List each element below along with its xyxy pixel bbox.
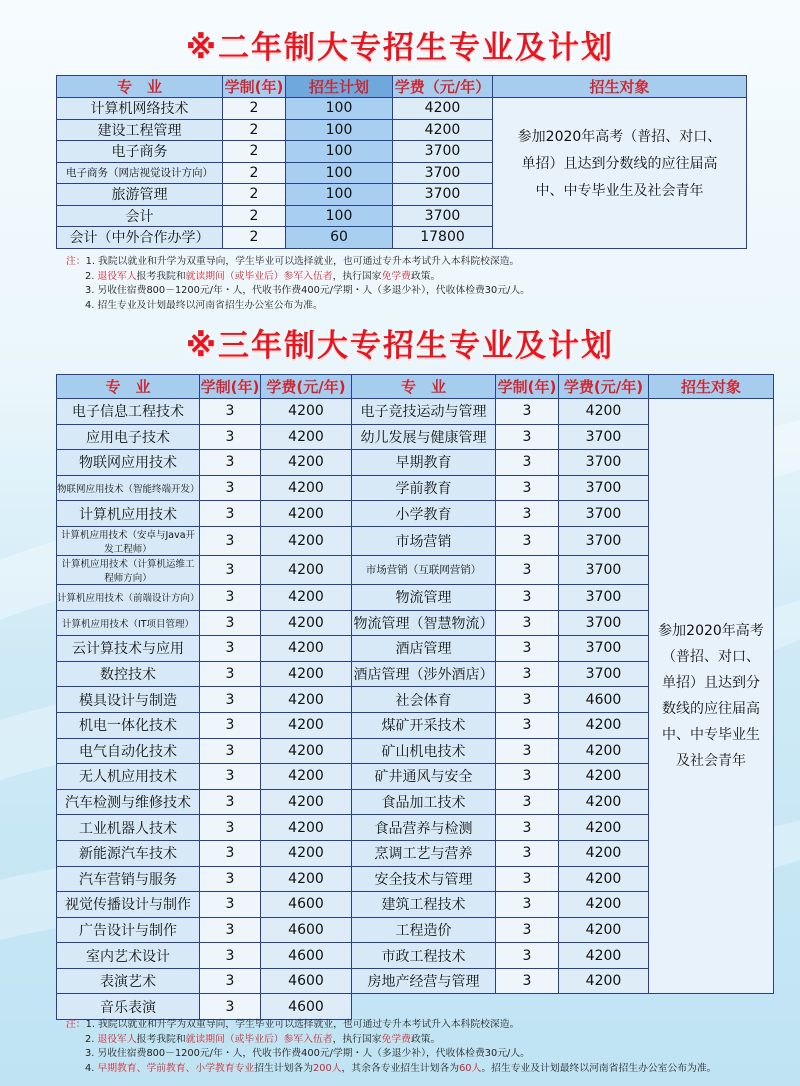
years-cell-right: 3: [496, 501, 559, 527]
years-cell-left: 3: [200, 610, 261, 636]
header-plan: 招生计划: [286, 76, 393, 98]
years-cell-left: 3: [200, 815, 261, 841]
major-cell-left: 音乐表演: [57, 994, 200, 1020]
fee-cell-right: 3700: [559, 636, 649, 662]
header-major-right: 专 业: [352, 375, 496, 399]
note-3: 3. 另收住宿费800－1200元/年・人，代收书作费400元/学期・人（多退少补），代收体检费30元/人。: [85, 285, 530, 296]
years-cell: 2: [223, 98, 286, 120]
target-cell-2: 参加2020年高考（普招、对口、单招）且达到分数线的应往届高中、中专毕业生及社会青年: [649, 399, 774, 994]
plan-cell: 100: [286, 98, 393, 120]
fee-cell-right: 3700: [559, 584, 649, 610]
major-cell: 会计: [57, 205, 223, 227]
fee-cell-left: 4600: [261, 943, 352, 969]
fee-cell: 3700: [393, 141, 493, 163]
major-cell-right: 工程造价: [352, 917, 496, 943]
major-cell-left: 新能源汽车技术: [57, 840, 200, 866]
fee-cell-left: 4200: [261, 789, 352, 815]
fee-cell-left: 4200: [261, 450, 352, 476]
years-cell-right: 3: [496, 738, 559, 764]
note2-2-highlight-free: 免学费: [381, 1033, 411, 1045]
fee-cell-right: 4200: [559, 738, 649, 764]
note-2-highlight-enlist: 就读期间（或毕业后）参军入伍者: [185, 270, 333, 282]
fee-cell-left: 4200: [261, 712, 352, 738]
years-cell-left: 3: [200, 661, 261, 687]
major-cell-left: 计算机应用技术（计算机运维工程师方向）: [57, 555, 200, 584]
major-cell-left: 计算机应用技术（安卓与Java开发工程师）: [57, 526, 200, 555]
plan-cell: 60: [286, 227, 393, 249]
section1-notes: [66, 255, 530, 313]
years-cell-left: 3: [200, 450, 261, 476]
note2-4-highlight-200: 200人: [313, 1062, 342, 1074]
fee-cell-right: 3700: [559, 661, 649, 687]
years-cell-left: 3: [200, 968, 261, 994]
note-4: 4. 招生专业及计划最终以河南省招生办公室公布为准。: [85, 299, 323, 311]
section2-notes: [66, 1018, 716, 1076]
years-cell-right: 3: [496, 584, 559, 610]
table-row: [57, 98, 747, 120]
note-2-num: 2.: [85, 270, 98, 282]
major-cell: 计算机网络技术: [57, 98, 223, 120]
note2-4-text: 招生计划各为: [254, 1062, 313, 1074]
note-2-highlight-veterans: 退役军人: [97, 270, 137, 282]
major-cell-right: 烹调工艺与营养: [352, 840, 496, 866]
major-cell-right: 物流管理: [352, 584, 496, 610]
years-cell-right: 3: [496, 610, 559, 636]
years-cell-right: 3: [496, 840, 559, 866]
major-cell-left: 电子信息工程技术: [57, 399, 200, 425]
note-2-text2: ，执行国家: [332, 270, 382, 282]
major-cell-right: 市政工程技术: [352, 943, 496, 969]
major-cell-right: 食品营养与检测: [352, 815, 496, 841]
years-cell-right: [496, 994, 559, 1020]
plan-cell: 100: [286, 119, 393, 141]
notes-label: 注：: [66, 256, 86, 267]
note2-2-text3: 政策。: [410, 1033, 441, 1045]
major-cell-right: 电子竞技运动与管理: [352, 399, 496, 425]
major-cell-right: 学前教育: [352, 475, 496, 501]
major-cell-left: 计算机应用技术（前端设计方向）: [57, 584, 200, 610]
fee-cell-right: 4200: [559, 892, 649, 918]
years-cell-right: 3: [496, 917, 559, 943]
fee-cell-left: 4200: [261, 610, 352, 636]
years-cell-left: 3: [200, 555, 261, 584]
note2-4-highlight-60: 60人: [459, 1062, 482, 1074]
years-cell-left: 3: [200, 636, 261, 662]
years-cell-right: 3: [496, 764, 559, 790]
header-target: 招生对象: [493, 76, 747, 98]
years-cell-right: 3: [496, 526, 559, 555]
major-cell-right: 食品加工技术: [352, 789, 496, 815]
header-fee-left: 学费(元/年): [261, 375, 352, 399]
fee-cell: 4200: [393, 119, 493, 141]
major-cell-left: 广告设计与制作: [57, 917, 200, 943]
major-cell-left: 室内艺术设计: [57, 943, 200, 969]
plan-cell: 100: [286, 184, 393, 206]
years-cell-left: 3: [200, 866, 261, 892]
major-cell-right: 幼儿发展与健康管理: [352, 424, 496, 450]
plan-cell: 100: [286, 205, 393, 227]
note-2-highlight-free: 免学费: [381, 270, 411, 282]
two-year-table: [56, 75, 747, 249]
header-major-left: 专 业: [57, 375, 200, 399]
note2-4-num: 4.: [85, 1062, 98, 1074]
years-cell-right: 3: [496, 555, 559, 584]
fee-cell-left: 4200: [261, 555, 352, 584]
table-row: [57, 994, 774, 1020]
fee-cell-right: 3700: [559, 526, 649, 555]
major-cell-left: 无人机应用技术: [57, 764, 200, 790]
major-cell: 电子商务（网店视觉设计方向）: [57, 162, 223, 184]
plan-cell: 100: [286, 141, 393, 163]
fee-cell-left: 4200: [261, 738, 352, 764]
years-cell-left: 3: [200, 789, 261, 815]
fee-cell-left: 4600: [261, 892, 352, 918]
fee-cell-left: 4600: [261, 917, 352, 943]
fee-cell-left: 4200: [261, 636, 352, 662]
major-cell-left: 汽车营销与服务: [57, 866, 200, 892]
years-cell-left: 3: [200, 399, 261, 425]
fee-cell: 3700: [393, 162, 493, 184]
fee-cell-right: 4200: [559, 840, 649, 866]
fee-cell-left: 4200: [261, 661, 352, 687]
note-1: 1. 我院以就业和升学为双重导向，学生毕业可以选择就业，也可通过专升本考试升入本科院校深造。: [85, 256, 520, 267]
header-years: 学制(年): [223, 76, 286, 98]
fee-cell-left: 4600: [261, 994, 352, 1020]
notes-label-2: 注：: [66, 1019, 86, 1030]
fee-cell: 4200: [393, 98, 493, 120]
major-cell-left: 计算机应用技术: [57, 501, 200, 527]
years-cell-right: 3: [496, 661, 559, 687]
years-cell-right: 3: [496, 687, 559, 713]
major-cell-left: 云计算技术与应用: [57, 636, 200, 662]
fee-cell-left: 4200: [261, 584, 352, 610]
fee-cell-right: 4200: [559, 712, 649, 738]
note2-2-text: 报考我院和: [136, 1033, 186, 1045]
fee-cell-right: 4200: [559, 968, 649, 994]
years-cell-left: 3: [200, 687, 261, 713]
years-cell-left: 3: [200, 584, 261, 610]
note2-4-text3: 。招生专业及计划最终以河南省招生办公室公布为准。: [481, 1062, 717, 1074]
header-years-left: 学制(年): [200, 375, 261, 399]
fee-cell-left: 4600: [261, 968, 352, 994]
fee-cell-left: 4200: [261, 866, 352, 892]
years-cell: 2: [223, 205, 286, 227]
major-cell-right: 酒店管理（涉外酒店）: [352, 661, 496, 687]
fee-cell-left: 4200: [261, 501, 352, 527]
header-target-2: 招生对象: [649, 375, 774, 399]
fee-cell-left: 4200: [261, 840, 352, 866]
years-cell-left: 3: [200, 764, 261, 790]
major-cell-right: 房地产经营与管理: [352, 968, 496, 994]
fee-cell-left: 4200: [261, 687, 352, 713]
fee-cell-left: 4200: [261, 764, 352, 790]
three-year-table: [56, 374, 774, 1020]
major-cell-left: 数控技术: [57, 661, 200, 687]
header-fee-right: 学费(元/年): [559, 375, 649, 399]
fee-cell-right: 3700: [559, 450, 649, 476]
years-cell-right: 3: [496, 866, 559, 892]
note2-2-highlight-enlist: 就读期间（或毕业后）参军入伍者: [185, 1033, 333, 1045]
major-cell-right: 社会体育: [352, 687, 496, 713]
note-2-text: 报考我院和: [136, 270, 186, 282]
years-cell-right: 3: [496, 399, 559, 425]
note2-3: 3. 另收住宿费800－1200元/年・人，代收书作费400元/学期・人（多退少补），代收体检费30元/人。: [85, 1048, 530, 1059]
years-cell-left: 3: [200, 994, 261, 1020]
fee-cell-right: 4200: [559, 943, 649, 969]
years-cell-left: 3: [200, 917, 261, 943]
major-cell: 旅游管理: [57, 184, 223, 206]
header-major: 专 业: [57, 76, 223, 98]
fee-cell-right: 3700: [559, 555, 649, 584]
major-cell-right: 市场营销: [352, 526, 496, 555]
fee-cell-right: 3700: [559, 610, 649, 636]
fee-cell-right: 4200: [559, 399, 649, 425]
note2-2-text2: ，执行国家: [332, 1033, 382, 1045]
years-cell-right: 3: [496, 712, 559, 738]
fee-cell: 3700: [393, 205, 493, 227]
major-cell-right: 安全技术与管理: [352, 866, 496, 892]
note2-1: 1. 我院以就业和升学为双重导向，学生毕业可以选择就业，也可通过专升本考试升入本科院校深造。: [85, 1019, 520, 1030]
years-cell-left: 3: [200, 892, 261, 918]
years-cell-left: 3: [200, 738, 261, 764]
header-fee: 学费（元/年）: [393, 76, 493, 98]
years-cell: 2: [223, 141, 286, 163]
fee-cell: 3700: [393, 184, 493, 206]
fee-cell-right: 4600: [559, 687, 649, 713]
years-cell: 2: [223, 227, 286, 249]
fee-cell-right: 4200: [559, 789, 649, 815]
note2-4-highlight-majors: 早期教育、学前教育、小学教育专业: [97, 1062, 255, 1074]
years-cell-right: 3: [496, 968, 559, 994]
fee-cell-right: 4200: [559, 815, 649, 841]
major-cell-left: 工业机器人技术: [57, 815, 200, 841]
fee-cell-right: 3700: [559, 501, 649, 527]
major-cell-right: 酒店管理: [352, 636, 496, 662]
fee-cell-left: 4200: [261, 526, 352, 555]
years-cell-left: 3: [200, 424, 261, 450]
major-cell-right: [352, 994, 496, 1020]
major-cell-left: 机电一体化技术: [57, 712, 200, 738]
fee-cell: 17800: [393, 227, 493, 249]
years-cell: 2: [223, 184, 286, 206]
major-cell-left: 表演艺术: [57, 968, 200, 994]
major-cell: 建设工程管理: [57, 119, 223, 141]
major-cell-left: 视觉传播设计与制作: [57, 892, 200, 918]
major-cell-right: 早期教育: [352, 450, 496, 476]
major-cell-left: 汽车检测与维修技术: [57, 789, 200, 815]
major-cell: 电子商务: [57, 141, 223, 163]
header-years-right: 学制(年): [496, 375, 559, 399]
section1-title: ※二年制大专招生专业及计划: [185, 30, 615, 66]
major-cell: 会计（中外合作办学）: [57, 227, 223, 249]
major-cell-right: 市场营销（互联网营销）: [352, 555, 496, 584]
years-cell-right: 3: [496, 789, 559, 815]
note-2-text3: 政策。: [410, 270, 441, 282]
note2-2-highlight-veterans: 退役军人: [97, 1033, 137, 1045]
fee-cell-right: 4200: [559, 764, 649, 790]
fee-cell-right: 3700: [559, 475, 649, 501]
fee-cell-left: 4200: [261, 399, 352, 425]
years-cell-right: 3: [496, 943, 559, 969]
years-cell-left: 3: [200, 840, 261, 866]
fee-cell-right: 4200: [559, 917, 649, 943]
fee-cell-right: 4200: [559, 866, 649, 892]
years-cell-right: 3: [496, 815, 559, 841]
major-cell-left: 模具设计与制造: [57, 687, 200, 713]
years-cell-left: 3: [200, 475, 261, 501]
major-cell-left: 物联网应用技术: [57, 450, 200, 476]
note2-2-num: 2.: [85, 1033, 98, 1045]
years-cell-left: 3: [200, 526, 261, 555]
target-cell: 参加2020年高考（普招、对口、单招）且达到分数线的应往届高中、中专毕业生及社会青年: [493, 98, 747, 249]
section2-title: ※三年制大专招生专业及计划: [185, 328, 615, 364]
major-cell-right: 矿井通风与安全: [352, 764, 496, 790]
plan-cell: 100: [286, 162, 393, 184]
major-cell-left: 电气自动化技术: [57, 738, 200, 764]
years-cell-left: 3: [200, 712, 261, 738]
years-cell: 2: [223, 119, 286, 141]
fee-cell-right: 3700: [559, 424, 649, 450]
major-cell-right: 煤矿开采技术: [352, 712, 496, 738]
fee-cell-left: 4200: [261, 815, 352, 841]
years-cell-right: 3: [496, 636, 559, 662]
years-cell-right: 3: [496, 424, 559, 450]
major-cell-right: 建筑工程技术: [352, 892, 496, 918]
major-cell-left: 物联网应用技术（智能终端开发）: [57, 475, 200, 501]
years-cell-right: 3: [496, 475, 559, 501]
years-cell-left: 3: [200, 501, 261, 527]
major-cell-right: 小学教育: [352, 501, 496, 527]
major-cell-left: 应用电子技术: [57, 424, 200, 450]
fee-cell-left: 4200: [261, 424, 352, 450]
fee-cell-right: [559, 994, 649, 1020]
major-cell-left: 计算机应用技术（IT项目管理）: [57, 610, 200, 636]
years-cell-right: 3: [496, 450, 559, 476]
years-cell-left: 3: [200, 943, 261, 969]
note2-4-text2: ，其余各专业招生计划各为: [341, 1062, 460, 1074]
years-cell-right: 3: [496, 892, 559, 918]
fee-cell-left: 4200: [261, 475, 352, 501]
major-cell-right: 矿山机电技术: [352, 738, 496, 764]
years-cell: 2: [223, 162, 286, 184]
major-cell-right: 物流管理（智慧物流）: [352, 610, 496, 636]
table-row: [57, 399, 774, 425]
